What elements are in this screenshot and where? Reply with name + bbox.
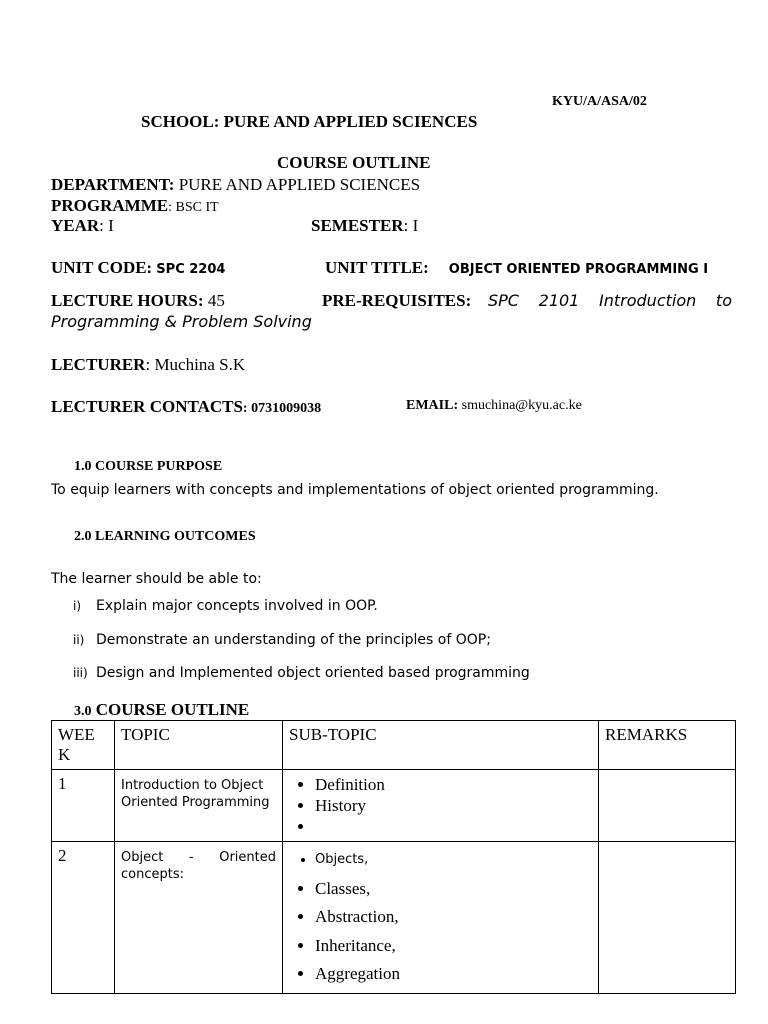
page-title: COURSE OUTLINE — [277, 153, 431, 172]
course-purpose-text: To equip learners with concepts and implementations of object oriented programming. — [51, 482, 659, 498]
outcome-item — [73, 632, 491, 648]
email-label: EMAIL: — [406, 398, 459, 413]
year-value: : I — [99, 216, 114, 235]
lecture-hours-line — [51, 291, 225, 311]
email-line — [406, 398, 582, 414]
unit-code-value: : SPC 2204 — [146, 262, 226, 277]
week-cell: 2 — [52, 842, 115, 994]
remarks-cell — [599, 842, 736, 994]
school-heading: SCHOOL: PURE AND APPLIED SCIENCES — [141, 112, 478, 131]
lecturer-line — [51, 355, 245, 375]
lecturer-contacts-line — [51, 397, 321, 417]
subtopic-list — [289, 774, 592, 837]
prerequisites-value-line-2: Programming & Problem Solving — [51, 312, 312, 331]
department-line — [51, 175, 420, 195]
outcome-text: Design and Implemented object oriented based programming — [96, 665, 530, 681]
list-item: • Classes, — [315, 875, 592, 904]
learning-outcomes-intro: The learner should be able to: — [51, 571, 262, 587]
topic-cell: Object - Oriented concepts: — [115, 842, 283, 994]
subtopic-cell — [283, 842, 599, 994]
semester-line — [311, 216, 418, 236]
semester-label: SEMESTER — [311, 216, 404, 235]
lecture-hours-label: LECTURE HOURS: — [51, 291, 204, 310]
subtopic-list — [289, 846, 592, 989]
programme-value: : BSC IT — [168, 200, 219, 215]
course-outline-heading: 3.0 COURSE OUTLINE — [74, 700, 250, 719]
list-item: • Aggregation — [315, 960, 592, 989]
list-item: • Objects, — [315, 846, 592, 875]
list-item: • Inheritance, — [315, 932, 592, 961]
lecturer-label: LECTURER — [51, 355, 146, 374]
email-value: smuchina@kyu.ac.ke — [458, 398, 582, 413]
programme-label: PROGRAMME — [51, 196, 169, 215]
table-row — [52, 842, 736, 994]
unit-title-label: UNIT TITLE: — [325, 258, 429, 277]
outcome-number: iii) — [73, 666, 88, 680]
list-item: • Abstraction, — [315, 903, 592, 932]
list-item — [315, 816, 592, 837]
header-topic: TOPIC — [115, 721, 283, 770]
table-row — [52, 770, 736, 842]
subtopic-cell — [283, 770, 599, 842]
outcome-item — [73, 598, 378, 614]
header-remarks: REMARKS — [599, 721, 736, 770]
outcome-text: Explain major concepts involved in OOP. — [96, 598, 378, 614]
list-item: • Definition — [315, 774, 592, 795]
topic-cell: Introduction to Object Oriented Programming — [115, 770, 283, 842]
document-code: KYU/A/ASA/02 — [552, 94, 647, 109]
outcome-number: ii) — [73, 633, 85, 647]
outcome-number: i) — [73, 599, 82, 613]
prerequisites-label: PRE-REQUISITES: — [322, 291, 472, 310]
header-week: WEE K — [52, 721, 115, 770]
prerequisites-value-line-1: SPC 2101 Introduction to — [488, 291, 732, 310]
unit-code-line — [51, 258, 225, 278]
unit-code-label: UNIT CODE — [51, 258, 147, 277]
unit-title-line — [325, 258, 708, 278]
learning-outcomes-heading: 2.0 LEARNING OUTCOMES — [74, 529, 256, 544]
course-purpose-heading: 1.0 COURSE PURPOSE — [74, 459, 223, 474]
contacts-label: LECTURER CONTACTS — [51, 397, 243, 416]
programme-line — [51, 196, 219, 216]
lecturer-value: : Muchina S.K — [145, 355, 246, 374]
lecture-hours-value: 45 — [203, 291, 225, 310]
department-label: DEPARTMENT: — [51, 175, 175, 194]
semester-value: : I — [403, 216, 419, 235]
outcome-text: Demonstrate an understanding of the principles of OOP; — [96, 632, 491, 648]
department-value: PURE AND APPLIED SCIENCES — [174, 175, 421, 194]
unit-title-value: OBJECT ORIENTED PROGRAMMING I — [448, 262, 709, 277]
year-line — [51, 216, 114, 236]
remarks-cell — [599, 770, 736, 842]
outcome-item — [73, 665, 530, 681]
contacts-value: : 0731009038 — [242, 401, 322, 416]
week-cell: 1 — [52, 770, 115, 842]
header-subtopic: SUB-TOPIC — [283, 721, 599, 770]
course-outline-table — [51, 720, 736, 994]
table-header-row — [52, 721, 736, 770]
list-item: • History — [315, 795, 592, 816]
year-label: YEAR — [51, 216, 100, 235]
